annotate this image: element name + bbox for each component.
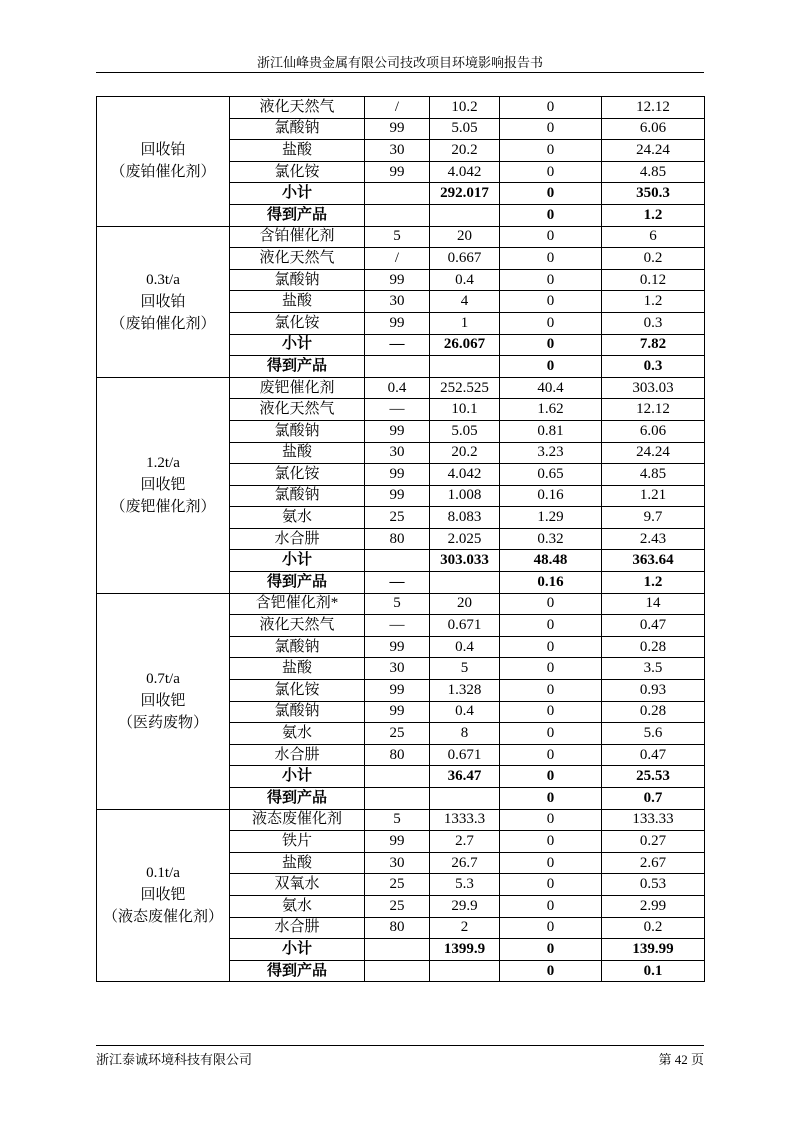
value-cell: 4.85 <box>602 161 705 183</box>
value-cell: 0.81 <box>500 420 602 442</box>
material-cell: 盐酸 <box>230 658 365 680</box>
value-cell: 20 <box>430 226 500 248</box>
value-cell: 4 <box>430 291 500 313</box>
material-cell: 得到产品 <box>230 204 365 226</box>
value-cell <box>365 183 430 205</box>
value-cell: 0 <box>500 831 602 853</box>
group-label-line: 回收钯 <box>140 887 186 904</box>
material-cell: 小计 <box>230 334 365 356</box>
material-cell: 盐酸 <box>230 442 365 464</box>
value-cell: 0 <box>500 809 602 831</box>
value-cell: 20 <box>430 593 500 615</box>
value-cell: 0 <box>500 939 602 961</box>
value-cell: 6.06 <box>602 118 705 140</box>
value-cell: 0 <box>500 744 602 766</box>
value-cell: 350.3 <box>602 183 705 205</box>
value-cell: 10.1 <box>430 399 500 421</box>
value-cell <box>365 939 430 961</box>
value-cell: 0.65 <box>500 464 602 486</box>
value-cell: 30 <box>365 140 430 162</box>
value-cell: 26.067 <box>430 334 500 356</box>
value-cell: 0.27 <box>602 831 705 853</box>
value-cell: 5.05 <box>430 118 500 140</box>
table-row <box>97 97 705 119</box>
group-label <box>97 377 230 593</box>
group-label <box>97 593 230 809</box>
value-cell: 363.64 <box>602 550 705 572</box>
material-cell: 氯化铵 <box>230 312 365 334</box>
value-cell: 0 <box>500 766 602 788</box>
value-cell: 99 <box>365 269 430 291</box>
group-label <box>97 809 230 982</box>
value-cell: / <box>365 248 430 270</box>
value-cell: 5 <box>365 226 430 248</box>
value-cell: 25 <box>365 895 430 917</box>
value-cell: 0.4 <box>430 636 500 658</box>
value-cell: 5.05 <box>430 420 500 442</box>
material-cell: 得到产品 <box>230 788 365 810</box>
value-cell: 30 <box>365 291 430 313</box>
value-cell: 6 <box>602 226 705 248</box>
material-cell: 氯酸钠 <box>230 636 365 658</box>
value-cell: 0 <box>500 895 602 917</box>
value-cell: 24.24 <box>602 140 705 162</box>
value-cell: 25.53 <box>602 766 705 788</box>
group-label <box>97 97 230 227</box>
material-cell: 铁片 <box>230 831 365 853</box>
group-label-line: （液态废催化剂） <box>102 909 223 926</box>
group-label-line: 0.3t/a <box>146 271 180 288</box>
value-cell: 1 <box>430 312 500 334</box>
value-cell: 25 <box>365 723 430 745</box>
material-cell: 氯酸钠 <box>230 701 365 723</box>
material-cell: 废钯催化剂 <box>230 377 365 399</box>
value-cell: 1.21 <box>602 485 705 507</box>
value-cell: 0 <box>500 960 602 982</box>
value-cell: 0 <box>500 204 602 226</box>
value-cell: 252.525 <box>430 377 500 399</box>
value-cell: 0 <box>500 917 602 939</box>
value-cell: 30 <box>365 442 430 464</box>
value-cell <box>430 572 500 594</box>
material-cell: 得到产品 <box>230 356 365 378</box>
value-cell: 80 <box>365 917 430 939</box>
value-cell: 2 <box>430 917 500 939</box>
material-cell: 小计 <box>230 183 365 205</box>
group-label-line: （废铂催化剂） <box>110 164 216 181</box>
value-cell <box>365 788 430 810</box>
value-cell: 0 <box>500 356 602 378</box>
value-cell: 25 <box>365 507 430 529</box>
value-cell: 29.9 <box>430 895 500 917</box>
value-cell: 4.85 <box>602 464 705 486</box>
value-cell: 2.7 <box>430 831 500 853</box>
value-cell: 0 <box>500 291 602 313</box>
value-cell <box>365 766 430 788</box>
group-label-line: 回收钯 <box>140 693 186 710</box>
value-cell: 6.06 <box>602 420 705 442</box>
value-cell: 0 <box>500 161 602 183</box>
material-cell: 小计 <box>230 939 365 961</box>
group-label-line: 0.7t/a <box>146 671 180 688</box>
value-cell: 2.99 <box>602 895 705 917</box>
material-cell: 水合肼 <box>230 917 365 939</box>
page-header: 浙江仙峰贵金属有限公司技改项目环境影响报告书 <box>256 55 543 70</box>
value-cell: 48.48 <box>500 550 602 572</box>
materials-table <box>96 96 705 982</box>
value-cell: 5.6 <box>602 723 705 745</box>
value-cell: 8 <box>430 723 500 745</box>
value-cell: 0.28 <box>602 636 705 658</box>
value-cell: 20.2 <box>430 442 500 464</box>
value-cell: 14 <box>602 593 705 615</box>
value-cell: 139.99 <box>602 939 705 961</box>
value-cell: 1.2 <box>602 204 705 226</box>
material-cell: 氯酸钠 <box>230 485 365 507</box>
value-cell: 0.93 <box>602 680 705 702</box>
value-cell: 133.33 <box>602 809 705 831</box>
material-cell: 氯化铵 <box>230 161 365 183</box>
material-cell: 氨水 <box>230 723 365 745</box>
value-cell: 0.32 <box>500 528 602 550</box>
value-cell <box>430 788 500 810</box>
value-cell: 0 <box>500 680 602 702</box>
group-label-line: （废钯催化剂） <box>110 499 216 516</box>
material-cell: 液化天然气 <box>230 615 365 637</box>
value-cell: 40.4 <box>500 377 602 399</box>
value-cell: 0.53 <box>602 874 705 896</box>
value-cell: 2.43 <box>602 528 705 550</box>
group-label-line: （医药废物） <box>117 715 208 732</box>
value-cell: 0.667 <box>430 248 500 270</box>
material-cell: 氯酸钠 <box>230 269 365 291</box>
value-cell: 99 <box>365 831 430 853</box>
value-cell: 10.2 <box>430 97 500 119</box>
value-cell: 12.12 <box>602 399 705 421</box>
material-cell: 液化天然气 <box>230 248 365 270</box>
value-cell: 0 <box>500 874 602 896</box>
value-cell: 0 <box>500 183 602 205</box>
value-cell: — <box>365 572 430 594</box>
value-cell: 8.083 <box>430 507 500 529</box>
material-cell: 水合肼 <box>230 744 365 766</box>
value-cell: 0 <box>500 269 602 291</box>
value-cell: 0.3 <box>602 356 705 378</box>
value-cell: 0.2 <box>602 248 705 270</box>
value-cell: 1333.3 <box>430 809 500 831</box>
value-cell: 0.47 <box>602 615 705 637</box>
value-cell: 303.03 <box>602 377 705 399</box>
value-cell: 0.12 <box>602 269 705 291</box>
value-cell: 303.033 <box>430 550 500 572</box>
material-cell: 氯酸钠 <box>230 118 365 140</box>
material-cell: 水合肼 <box>230 528 365 550</box>
value-cell: 4.042 <box>430 464 500 486</box>
value-cell: 1.2 <box>602 291 705 313</box>
value-cell: 5.3 <box>430 874 500 896</box>
value-cell: 0.4 <box>430 269 500 291</box>
value-cell: 2.025 <box>430 528 500 550</box>
value-cell: 99 <box>365 485 430 507</box>
value-cell: 80 <box>365 744 430 766</box>
value-cell: 0.1 <box>602 960 705 982</box>
material-cell: 氯化铵 <box>230 680 365 702</box>
value-cell: 0 <box>500 97 602 119</box>
value-cell: 0 <box>500 226 602 248</box>
value-cell: 0 <box>500 852 602 874</box>
value-cell: 20.2 <box>430 140 500 162</box>
value-cell: 0 <box>500 701 602 723</box>
material-cell: 氯酸钠 <box>230 420 365 442</box>
value-cell: 99 <box>365 636 430 658</box>
value-cell: 99 <box>365 420 430 442</box>
value-cell: 7.82 <box>602 334 705 356</box>
table-row <box>97 226 705 248</box>
material-cell: 小计 <box>230 550 365 572</box>
value-cell: 26.7 <box>430 852 500 874</box>
value-cell: / <box>365 97 430 119</box>
value-cell: 36.47 <box>430 766 500 788</box>
value-cell: 12.12 <box>602 97 705 119</box>
value-cell: 0 <box>500 312 602 334</box>
footer-company: 浙江泰诚环境科技有限公司 <box>96 1052 253 1067</box>
material-cell: 小计 <box>230 766 365 788</box>
value-cell: 0 <box>500 615 602 637</box>
material-cell: 得到产品 <box>230 960 365 982</box>
value-cell: 99 <box>365 161 430 183</box>
value-cell <box>430 356 500 378</box>
value-cell: 0.671 <box>430 615 500 637</box>
material-cell: 盐酸 <box>230 852 365 874</box>
group-label-line: 回收钯 <box>140 477 186 494</box>
material-cell: 双氧水 <box>230 874 365 896</box>
value-cell: 0 <box>500 140 602 162</box>
value-cell: 0 <box>500 334 602 356</box>
material-cell: 液化天然气 <box>230 399 365 421</box>
value-cell: 9.7 <box>602 507 705 529</box>
value-cell <box>365 204 430 226</box>
value-cell: 0 <box>500 723 602 745</box>
table-body <box>97 97 705 982</box>
material-cell: 氯化铵 <box>230 464 365 486</box>
value-cell: 0.4 <box>365 377 430 399</box>
value-cell: 3.23 <box>500 442 602 464</box>
material-cell: 盐酸 <box>230 291 365 313</box>
footer-page-number: 第 42 页 <box>658 1052 704 1067</box>
group-label-line: 回收铂 <box>140 142 186 159</box>
value-cell: 5 <box>365 593 430 615</box>
value-cell <box>430 960 500 982</box>
value-cell: — <box>365 399 430 421</box>
value-cell: 0.7 <box>602 788 705 810</box>
value-cell: 99 <box>365 464 430 486</box>
material-cell: 得到产品 <box>230 572 365 594</box>
value-cell: 0 <box>500 593 602 615</box>
value-cell: 292.017 <box>430 183 500 205</box>
material-cell: 液态废催化剂 <box>230 809 365 831</box>
value-cell: 5 <box>430 658 500 680</box>
value-cell: 3.5 <box>602 658 705 680</box>
value-cell: 0.16 <box>500 485 602 507</box>
group-label-line: 回收铂 <box>140 293 186 310</box>
material-cell: 含铂催化剂 <box>230 226 365 248</box>
value-cell <box>430 204 500 226</box>
value-cell: 0.3 <box>602 312 705 334</box>
table-row <box>97 377 705 399</box>
value-cell: 30 <box>365 658 430 680</box>
value-cell: 0.671 <box>430 744 500 766</box>
value-cell: 1.2 <box>602 572 705 594</box>
value-cell: 1.328 <box>430 680 500 702</box>
value-cell: 0 <box>500 658 602 680</box>
material-cell: 液化天然气 <box>230 97 365 119</box>
value-cell: 0 <box>500 788 602 810</box>
value-cell: 1.62 <box>500 399 602 421</box>
group-label <box>97 226 230 377</box>
material-cell: 含钯催化剂* <box>230 593 365 615</box>
material-cell: 氨水 <box>230 507 365 529</box>
value-cell: 0.2 <box>602 917 705 939</box>
value-cell <box>365 550 430 572</box>
group-label-line: （废铂催化剂） <box>110 315 216 332</box>
value-cell: 30 <box>365 852 430 874</box>
value-cell: 0.16 <box>500 572 602 594</box>
value-cell: — <box>365 615 430 637</box>
value-cell <box>365 356 430 378</box>
footer-rule <box>96 1045 704 1046</box>
value-cell: 2.67 <box>602 852 705 874</box>
value-cell: 1.008 <box>430 485 500 507</box>
value-cell: 0 <box>500 118 602 140</box>
value-cell: 24.24 <box>602 442 705 464</box>
value-cell: 0.28 <box>602 701 705 723</box>
value-cell: 80 <box>365 528 430 550</box>
value-cell <box>365 960 430 982</box>
group-label-line: 1.2t/a <box>146 455 180 472</box>
value-cell: 99 <box>365 118 430 140</box>
header-rule <box>96 72 704 73</box>
group-label-line: 0.1t/a <box>146 865 180 882</box>
value-cell: 5 <box>365 809 430 831</box>
value-cell: — <box>365 334 430 356</box>
material-cell: 盐酸 <box>230 140 365 162</box>
value-cell: 0 <box>500 248 602 270</box>
value-cell: 0.47 <box>602 744 705 766</box>
value-cell: 0.4 <box>430 701 500 723</box>
value-cell: 99 <box>365 680 430 702</box>
material-cell: 氨水 <box>230 895 365 917</box>
value-cell: 1399.9 <box>430 939 500 961</box>
value-cell: 25 <box>365 874 430 896</box>
value-cell: 0 <box>500 636 602 658</box>
table-row <box>97 593 705 615</box>
table-row <box>97 809 705 831</box>
value-cell: 1.29 <box>500 507 602 529</box>
value-cell: 99 <box>365 701 430 723</box>
value-cell: 4.042 <box>430 161 500 183</box>
value-cell: 99 <box>365 312 430 334</box>
